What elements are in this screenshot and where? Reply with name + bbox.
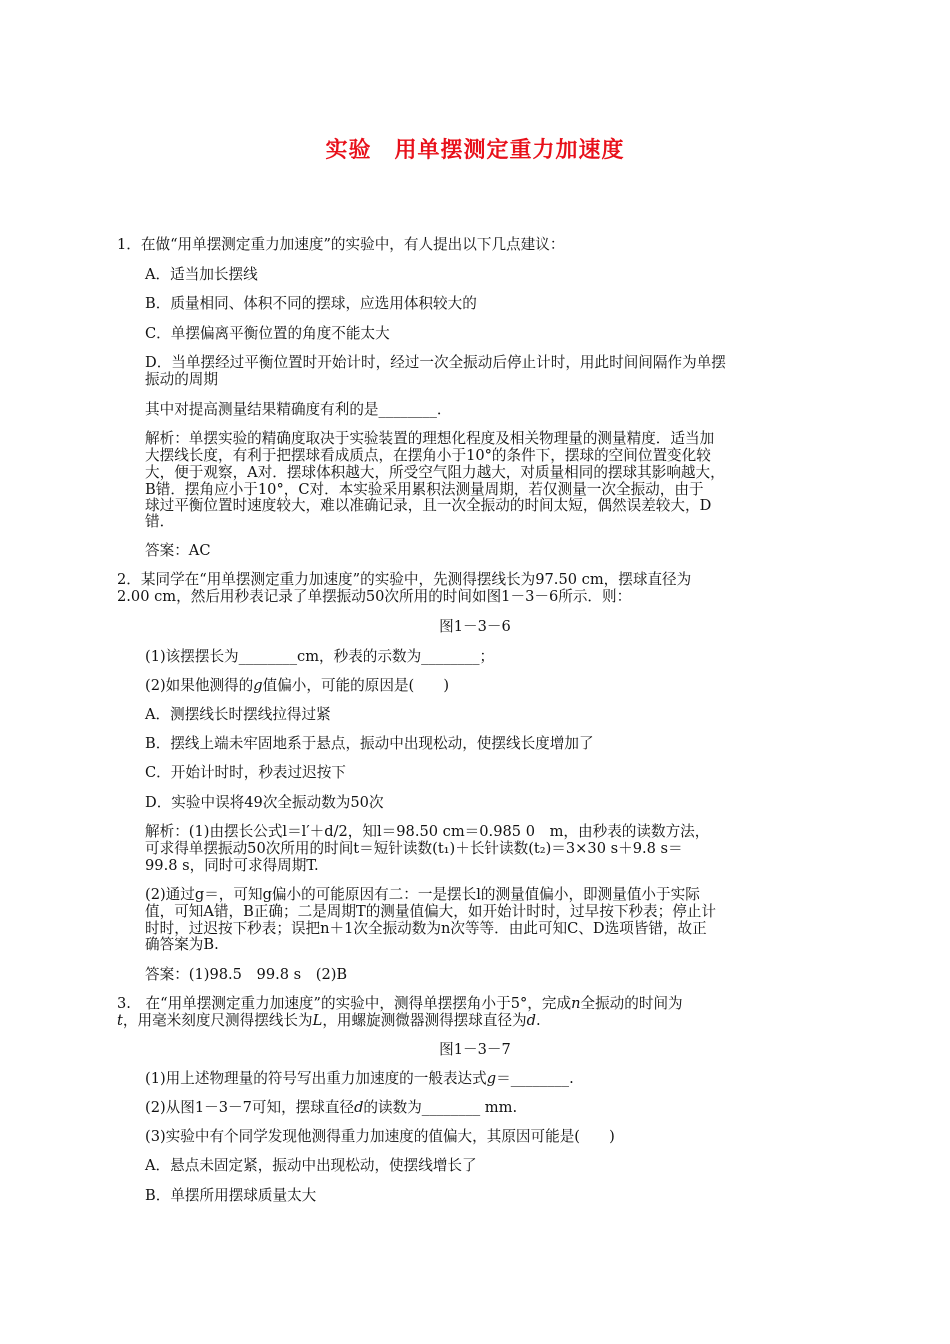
q2-analysis-line7: 确答案为B. (145, 936, 219, 953)
q1-option-d-line1: D．当单摆经过平衡位置时开始计时，经过一次全振动后停止计时，用此时间间隔作为单摆 (145, 354, 726, 371)
q2-analysis-line5: 值，可知A错，B正确；二是周期T的测量值偏大，如开始计时时，过早按下秒表；停止计 (145, 903, 716, 920)
page-title: 实验 用单摆测定重力加速度 (325, 138, 625, 163)
q1-answer: 答案：AC (145, 542, 211, 559)
q2-analysis-line1: 解析：(1)由摆长公式l＝l′＋d/2，知l＝98.50 cm＝0.985 0 m，由秒表的读数方法， (145, 823, 710, 840)
q2-sub2: (2)如果他测得的g值偏小，可能的原因是( ) (145, 677, 450, 694)
q1-analysis-line6: 错． (145, 513, 175, 530)
q1-stem: 1．在做“用单摆测定重力加速度”的实验中，有人提出以下几点建议： (117, 236, 565, 253)
q3-sub3: (3)实验中有个同学发现他测得重力加速度的值偏大，其原因可能是( ) (145, 1128, 615, 1145)
q3-stem-line2: t，用毫米刻度尺测得摆线长为L，用螺旋测微器测得摆球直径为d. (117, 1012, 541, 1029)
q2-option-b: B．摆线上端未牢固地系于悬点，振动中出现松动，使摆线长度增加了 (145, 735, 594, 752)
q2-figure-caption: 图1－3－6 (439, 618, 511, 635)
q3-option-a: A．悬点未固定紧，振动中出现松动，使摆线增长了 (145, 1157, 477, 1174)
q2-stem-line1: 2．某同学在“用单摆测定重力加速度”的实验中，先测得摆线长为97.50 cm，摆球直径为 (117, 571, 692, 588)
q3-sub1: (1)用上述物理量的符号写出重力加速度的一般表达式g＝________. (145, 1070, 574, 1087)
q1-analysis-line2: 大摆线长度，有利于把摆球看成质点，在摆角小于10°的条件下，摆球的空间位置变化较 (145, 447, 711, 464)
q2-answer: 答案：(1)98.5 99.8 s (2)B (145, 966, 348, 983)
q2-analysis-line2: 可求得单摆振动50次所用的时间t＝短针读数(t₁)＋长针读数(t₂)＝3×30 s＋9.8 s＝ (145, 840, 683, 857)
q1-option-c: C．单摆偏离平衡位置的角度不能太大 (145, 325, 390, 342)
q1-analysis-line5: 球过平衡位置时速度较大，难以准确记录，且一次全振动的时间太短，偶然误差较大，D (145, 497, 712, 514)
q2-option-a: A．测摆线长时摆线拉得过紧 (145, 706, 331, 723)
q3-option-b: B．单摆所用摆球质量太大 (145, 1187, 317, 1204)
q3-figure-caption: 图1－3－7 (439, 1041, 511, 1058)
q2-analysis-line3: 99.8 s，同时可求得周期T. (145, 857, 319, 874)
q1-analysis-line3: 大，便于观察，A对．摆球体积越大，所受空气阻力越大，对质量相同的摆球其影响越大， (145, 464, 725, 481)
q2-stem-line2: 2.00 cm，然后用秒表记录了单摆振动50次所用的时间如图1－3－6所示．则： (117, 588, 632, 605)
q1-question: 其中对提高测量结果精确度有利的是________． (145, 401, 452, 418)
q1-option-b: B．质量相同、体积不同的摆球，应选用体积较大的 (145, 295, 477, 312)
q2-analysis-line4: (2)通过g＝，可知g偏小的可能原因有二：一是摆长l的测量值偏小，即测量值小于实际 (145, 886, 700, 903)
q1-analysis-line1: 解析：单摆实验的精确度取决于实验装置的理想化程度及相关物理量的测量精度．适当加 (145, 430, 715, 447)
q3-sub2: (2)从图1－3－7可知，摆球直径d的读数为________ mm. (145, 1099, 518, 1116)
q2-analysis-line6: 时时，过迟按下秒表；误把n＋1次全振动数为n次等等．由此可知C、D选项皆错，故正 (145, 920, 707, 937)
q2-option-c: C．开始计时时，秒表过迟按下 (145, 764, 346, 781)
q1-analysis-line4: B错．摆角应小于10°，C对．本实验采用累积法测量周期，若仅测量一次全振动，由于 (145, 481, 704, 498)
q2-option-d: D．实验中误将49次全振动数为50次 (145, 794, 384, 811)
q1-option-d-line2: 振动的周期 (145, 371, 218, 388)
q3-stem-line1: 3. 在“用单摆测定重力加速度”的实验中，测得单摆摆角小于5°，完成n全振动的时间为 (117, 995, 683, 1012)
q1-option-a: A．适当加长摆线 (145, 266, 258, 283)
q2-sub1: (1)该摆摆长为________cm，秒表的示数为________； (145, 648, 495, 665)
